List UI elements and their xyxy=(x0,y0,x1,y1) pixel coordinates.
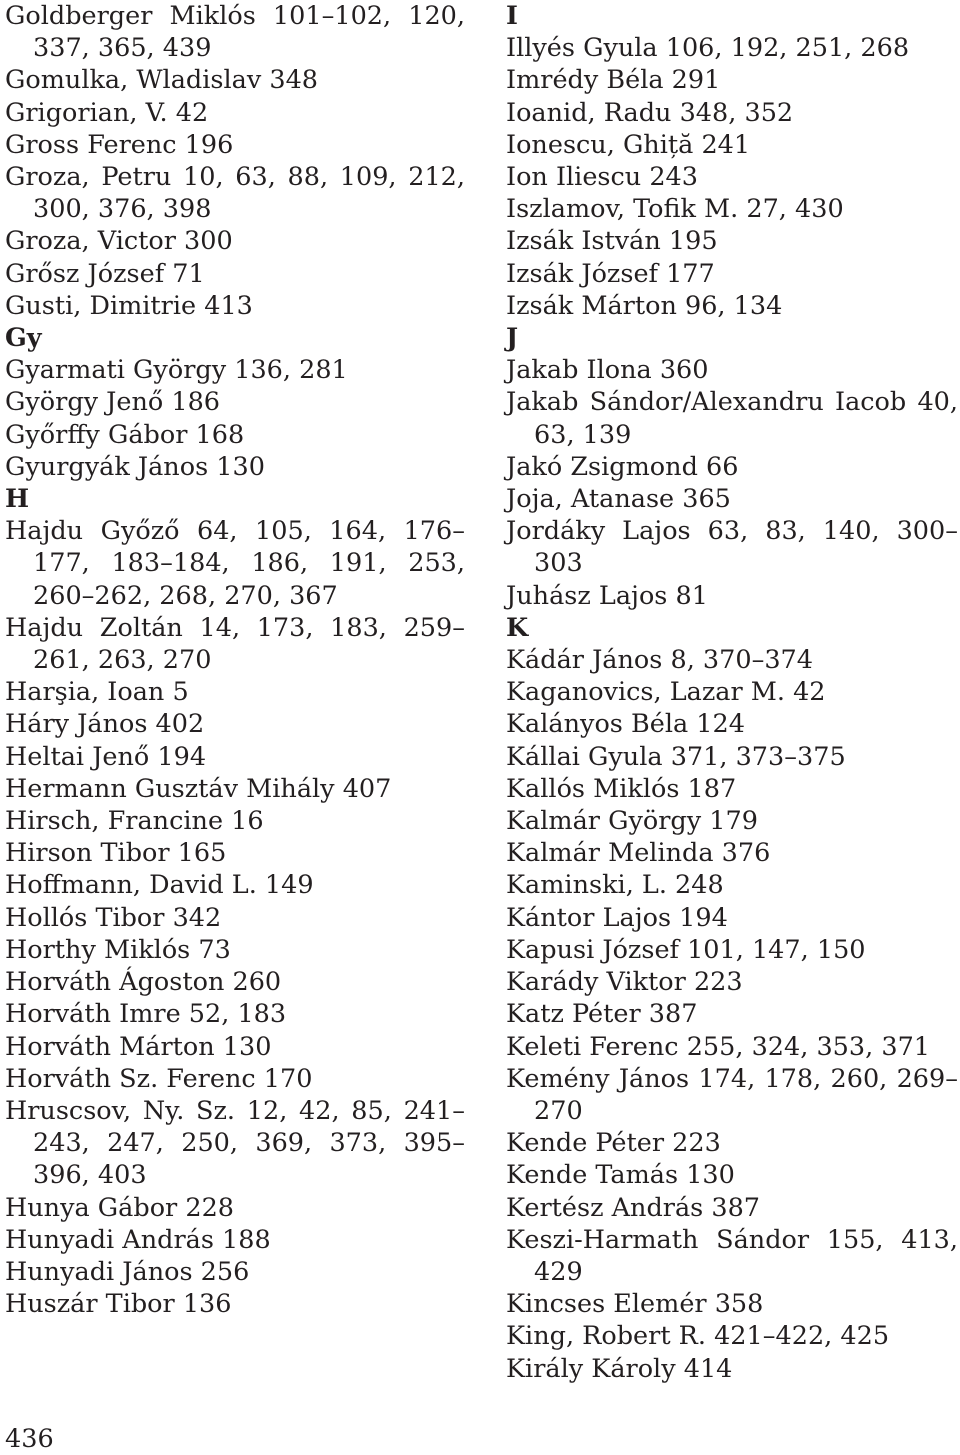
index-entry: Kende Péter 223 xyxy=(506,1128,721,1159)
index-entry: Horváth Imre 52, 183 xyxy=(5,999,287,1030)
index-entry: Jakab Sándor/Alexandru Iacob 40, 63, 139 xyxy=(506,387,958,450)
index-entry: Illyés Gyula 106, 192, 251, 268 xyxy=(506,33,910,64)
index-letter-heading: K xyxy=(506,612,529,643)
index-entry: Kende Tamás 130 xyxy=(506,1160,735,1191)
index-entry: Gross Ferenc 196 xyxy=(5,129,234,160)
index-entry: Groza, Petru 10, 63, 88, 109, 212, 300, 376, 398 xyxy=(5,162,465,225)
index-entry: Juhász Lajos 81 xyxy=(506,580,708,611)
index-entry: Iszlamov, Tofik M. 27, 430 xyxy=(506,194,844,225)
index-entry: Horváth Ágoston 260 xyxy=(5,967,282,998)
index-letter-heading: Gy xyxy=(5,323,42,354)
index-entry: Gusti, Dimitrie 413 xyxy=(5,290,253,321)
index-entry: Karády Viktor 223 xyxy=(506,967,743,998)
index-entry: Hoffmann, David L. 149 xyxy=(5,870,314,901)
index-entry: Kállai Gyula 371, 373–375 xyxy=(506,741,846,772)
index-entry: Hajdu Zoltán 14, 173, 183, 259–261, 263, 270 xyxy=(5,612,465,676)
index-entry: Izsák József 177 xyxy=(506,258,715,289)
index-entry: Hajdu Győző 64, 105, 164, 176–177, 183–184, 186, 191, 253, 260–262, 268, 270, 367 xyxy=(5,516,465,611)
index-entry: Imrédy Béla 291 xyxy=(506,65,721,96)
index-entry: Kapusi József 101, 147, 150 xyxy=(506,934,866,965)
index-entry: Izsák Márton 96, 134 xyxy=(506,290,783,321)
index-entry: Győrffy Gábor 168 xyxy=(5,419,245,450)
index-entry: Grősz József 71 xyxy=(5,258,205,289)
index-entry: Huszár Tibor 136 xyxy=(5,1289,232,1320)
index-entry: György Jenő 186 xyxy=(5,387,221,418)
index-entry: Kántor Lajos 194 xyxy=(506,902,728,933)
index-entry: Hruscsov, Ny. Sz. 12, 42, 85, 241–243, 247, 250, 369, 373, 395–396, 403 xyxy=(5,1095,465,1191)
index-entry: Jakó Zsigmond 66 xyxy=(506,451,739,482)
index-entry: Joja, Atanase 365 xyxy=(506,484,731,515)
index-letter-heading: J xyxy=(506,323,519,354)
index-column-right xyxy=(506,0,958,1385)
index-entry: Katz Péter 387 xyxy=(506,999,698,1030)
index-entry: Ion Iliescu 243 xyxy=(506,162,698,193)
index-entry: Heltai Jenő 194 xyxy=(5,741,207,772)
index-entry: Hollós Tibor 342 xyxy=(5,902,222,933)
index-entry: Ioanid, Radu 348, 352 xyxy=(506,97,794,128)
index-entry: Grigorian, V. 42 xyxy=(5,97,209,128)
index-entry: Horváth Sz. Ferenc 170 xyxy=(5,1063,313,1094)
index-entry: Kincses Elemér 358 xyxy=(506,1289,764,1320)
index-letter-heading: I xyxy=(506,1,518,31)
index-entry: Kaminski, L. 248 xyxy=(506,870,724,901)
index-entry: Háry János 402 xyxy=(5,709,205,740)
index-entry: Ionescu, Ghiță 241 xyxy=(506,129,751,160)
index-entry: Keszi-Harmath Sándor 155, 413, 429 xyxy=(506,1224,958,1287)
index-entry: King, Robert R. 421–422, 425 xyxy=(506,1321,890,1352)
index-entry: Hirson Tibor 165 xyxy=(5,838,227,869)
index-column-left xyxy=(5,0,465,1320)
index-entry: Kalmár György 179 xyxy=(506,806,758,837)
index-entry: Goldberger Miklós 101–102, 120, 337, 365, 439 xyxy=(5,1,465,64)
index-entry: Kádár János 8, 370–374 xyxy=(506,645,813,676)
index-entry: Kallós Miklós 187 xyxy=(506,773,737,804)
index-entry: Hirsch, Francine 16 xyxy=(5,806,264,837)
index-entry: Jakab Ilona 360 xyxy=(506,355,709,386)
index-entry: Gyarmati György 136, 281 xyxy=(5,355,348,386)
index-entry: Hermann Gusztáv Mihály 407 xyxy=(5,773,392,804)
page-number: 436 xyxy=(5,1424,54,1454)
index-entry: Kaganovics, Lazar M. 42 xyxy=(506,677,826,708)
index-entry: Király Károly 414 xyxy=(506,1353,733,1384)
index-entry: Hunyadi János 256 xyxy=(5,1256,250,1287)
index-entry: Kemény János 174, 178, 260, 269–270 xyxy=(506,1063,958,1126)
index-entry: Jordáky Lajos 63, 83, 140, 300–303 xyxy=(506,516,958,579)
index-entry: Gomulka, Wladislav 348 xyxy=(5,65,319,96)
index-entry: Keleti Ferenc 255, 324, 353, 371 xyxy=(506,1031,931,1062)
index-entry: Groza, Victor 300 xyxy=(5,226,233,257)
index-entry: Izsák István 195 xyxy=(506,226,718,257)
index-entry: Gyurgyák János 130 xyxy=(5,451,265,482)
index-entry: Horthy Miklós 73 xyxy=(5,934,231,965)
index-entry: Kalányos Béla 124 xyxy=(506,709,745,740)
index-entry: Kalmár Melinda 376 xyxy=(506,838,771,869)
index-letter-heading: H xyxy=(5,484,30,515)
index-entry: Hunya Gábor 228 xyxy=(5,1192,235,1223)
index-entry: Kertész András 387 xyxy=(506,1192,761,1223)
index-entry: Horváth Márton 130 xyxy=(5,1031,272,1062)
index-entry: Harşia, Ioan 5 xyxy=(5,677,189,708)
index-entry: Hunyadi András 188 xyxy=(5,1224,271,1255)
